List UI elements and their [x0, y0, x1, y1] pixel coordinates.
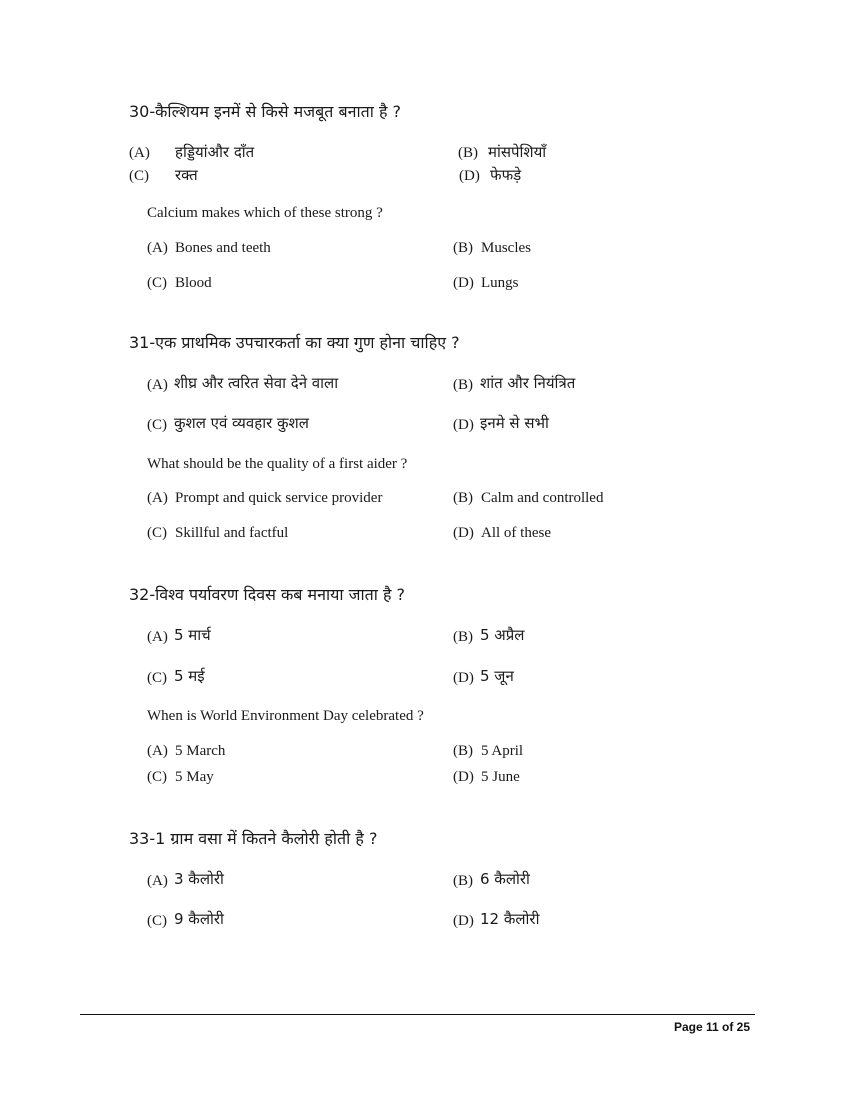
- q32-en-opt-d-label: (D): [453, 769, 474, 785]
- q33-hi-opt-b: 6 कैलोरी: [480, 870, 530, 888]
- q30-en-opt-b: Muscles: [481, 240, 531, 256]
- question-30-hindi: 30-कैल्शियम इनमें से किसे मजबूत बनाता है ?: [129, 102, 402, 121]
- page-number: Page 11 of 25: [673, 1020, 750, 1034]
- q33-hi-opt-c-label: (C): [147, 913, 167, 929]
- q32-hi-opt-a: 5 मार्च: [174, 626, 211, 644]
- q30-hi-opt-d: फेफड़े: [490, 166, 522, 184]
- question-31-hindi: 31-एक प्राथमिक उपचारकर्ता का क्या गुण होना चाहिए ?: [129, 333, 460, 352]
- q31-hi-opt-d: इनमे से सभी: [480, 414, 549, 432]
- q30-hi-opt-b: मांसपेशियाँ: [488, 143, 547, 161]
- q32-en-opt-c-label: (C): [147, 769, 167, 785]
- q32-en-opt-b: 5 April: [481, 743, 524, 759]
- q33-hi-opt-b-label: (B): [453, 873, 473, 889]
- q31-hi-opt-b: शांत और नियंत्रित: [480, 374, 576, 392]
- q31-en-opt-d: All of these: [481, 525, 551, 541]
- question-30-english: Calcium makes which of these strong ?: [147, 205, 383, 221]
- q31-en-opt-b: Calm and controlled: [481, 490, 604, 506]
- question-32-hindi: 32-विश्व पर्यावरण दिवस कब मनाया जाता है ?: [129, 585, 406, 604]
- q30-en-opt-c-label: (C): [147, 275, 167, 291]
- q32-hi-opt-d: 5 जून: [480, 667, 514, 685]
- q32-hi-opt-d-label: (D): [453, 670, 474, 686]
- q31-hi-opt-c: कुशल एवं व्यवहार कुशल: [174, 414, 309, 432]
- footer-divider: [80, 1014, 755, 1015]
- question-32-english: When is World Environment Day celebrated ?: [147, 708, 424, 724]
- q32-hi-opt-b: 5 अप्रैल: [480, 626, 525, 644]
- q33-hi-opt-d-label: (D): [453, 913, 474, 929]
- q32-en-opt-a: 5 March: [175, 743, 226, 759]
- q30-hi-opt-c: रक्त: [175, 166, 198, 184]
- q32-hi-opt-c-label: (C): [147, 670, 167, 686]
- q30-hi-opt-a: हड्डियांऔर दाँत: [175, 143, 255, 161]
- q31-hi-opt-d-label: (D): [453, 417, 474, 433]
- q31-en-opt-a: Prompt and quick service provider: [175, 490, 383, 506]
- question-31-english: What should be the quality of a first aider ?: [147, 456, 408, 472]
- q30-en-opt-c: Blood: [175, 275, 212, 291]
- q30-hi-opt-d-label: (D): [459, 168, 480, 184]
- q30-hi-opt-b-label: (B): [458, 145, 478, 161]
- q31-en-opt-d-label: (D): [453, 525, 474, 541]
- q32-en-opt-a-label: (A): [147, 743, 168, 759]
- q30-hi-opt-c-label: (C): [129, 168, 149, 184]
- q33-hi-opt-d: 12 कैलोरी: [480, 910, 540, 928]
- q31-hi-opt-a-label: (A): [147, 377, 168, 393]
- q33-hi-opt-c: 9 कैलोरी: [174, 910, 224, 928]
- q31-hi-opt-a: शीघ्र और त्वरित सेवा देने वाला: [174, 374, 339, 392]
- q33-hi-opt-a: 3 कैलोरी: [174, 870, 224, 888]
- q32-hi-opt-a-label: (A): [147, 629, 168, 645]
- q31-hi-opt-c-label: (C): [147, 417, 167, 433]
- q31-en-opt-a-label: (A): [147, 490, 168, 506]
- q30-en-opt-a: Bones and teeth: [175, 240, 271, 256]
- q32-en-opt-d: 5 June: [481, 769, 520, 785]
- q30-en-opt-d: Lungs: [481, 275, 519, 291]
- q31-en-opt-c-label: (C): [147, 525, 167, 541]
- q30-en-opt-b-label: (B): [453, 240, 473, 256]
- q30-en-opt-d-label: (D): [453, 275, 474, 291]
- q30-en-opt-a-label: (A): [147, 240, 168, 256]
- q33-hi-opt-a-label: (A): [147, 873, 168, 889]
- q32-en-opt-b-label: (B): [453, 743, 473, 759]
- q31-en-opt-b-label: (B): [453, 490, 473, 506]
- q32-hi-opt-b-label: (B): [453, 629, 473, 645]
- q30-hi-opt-a-label: (A): [129, 145, 150, 161]
- q32-en-opt-c: 5 May: [175, 769, 214, 785]
- q32-hi-opt-c: 5 मई: [174, 667, 205, 685]
- q31-en-opt-c: Skillful and factful: [175, 525, 289, 541]
- question-33-hindi: 33-1 ग्राम वसा में कितने कैलोरी होती है ?: [129, 829, 378, 848]
- q31-hi-opt-b-label: (B): [453, 377, 473, 393]
